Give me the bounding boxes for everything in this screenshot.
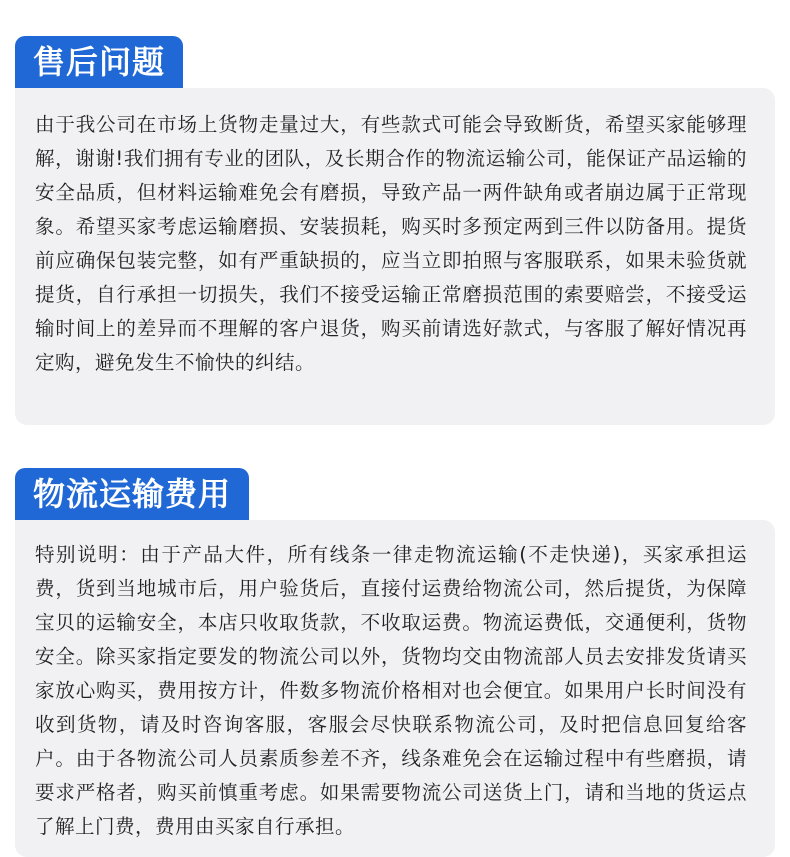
shipping-fee-text: 特别说明：由于产品大件，所有线条一律走物流运输(不走快递)，买家承担运费，货到当地城市后，用户验货后，直接付运费给物流公司，然后提货，为保障宝贝的运输安全，本店只收取货款，不收取运费。物流运费低，交通便利，货物安全。除买家指定要发的物流公司以外，货物均交由物流部人员去安排发货请买家放心购买，费用按方计，件数多物流价格相对也会便宜。如果用户长时间没有收到货物，请及时咨询客服，客服会尽快联系物流公司，及时把信息回复给客户。由于各物流公司人员素质参差不齐，线条难免会在运输过程中有些磨损，请要求严格者，购买前慎重考虑。如果需要物流公司送货上门，请和当地的货运点了解上门费，费用由买家自行承担。 — [35, 543, 747, 838]
shipping-fee-heading: 物流运输费用 — [15, 468, 249, 520]
shipping-fee-panel — [15, 520, 775, 857]
after-sales-heading: 售后问题 — [15, 36, 183, 88]
after-sales-text: 由于我公司在市场上货物走量过大，有些款式可能会导致断货，希望买家能够理解，谢谢!我们拥有专业的团队，及长期合作的物流运输公司，能保证产品运输的安全品质，但材料运输难免会有磨损，导致产品一两件缺角或者崩边属于正常现象。希望买家考虑运输磨损、安装损耗，购买时多预定两到三件以防备用。提货前应确保包装完整，如有严重缺损的，应当立即拍照与客服联系，如果未验货就提货，自行承担一切损失，我们不接受运输正常磨损范围的索要赔尝，不接受运输时间上的差异而不理解的客户退货，购买前请选好款式，与客服了解好情况再定购，避免发生不愉快的纠结。 — [35, 113, 747, 374]
after-sales-panel — [15, 88, 775, 425]
